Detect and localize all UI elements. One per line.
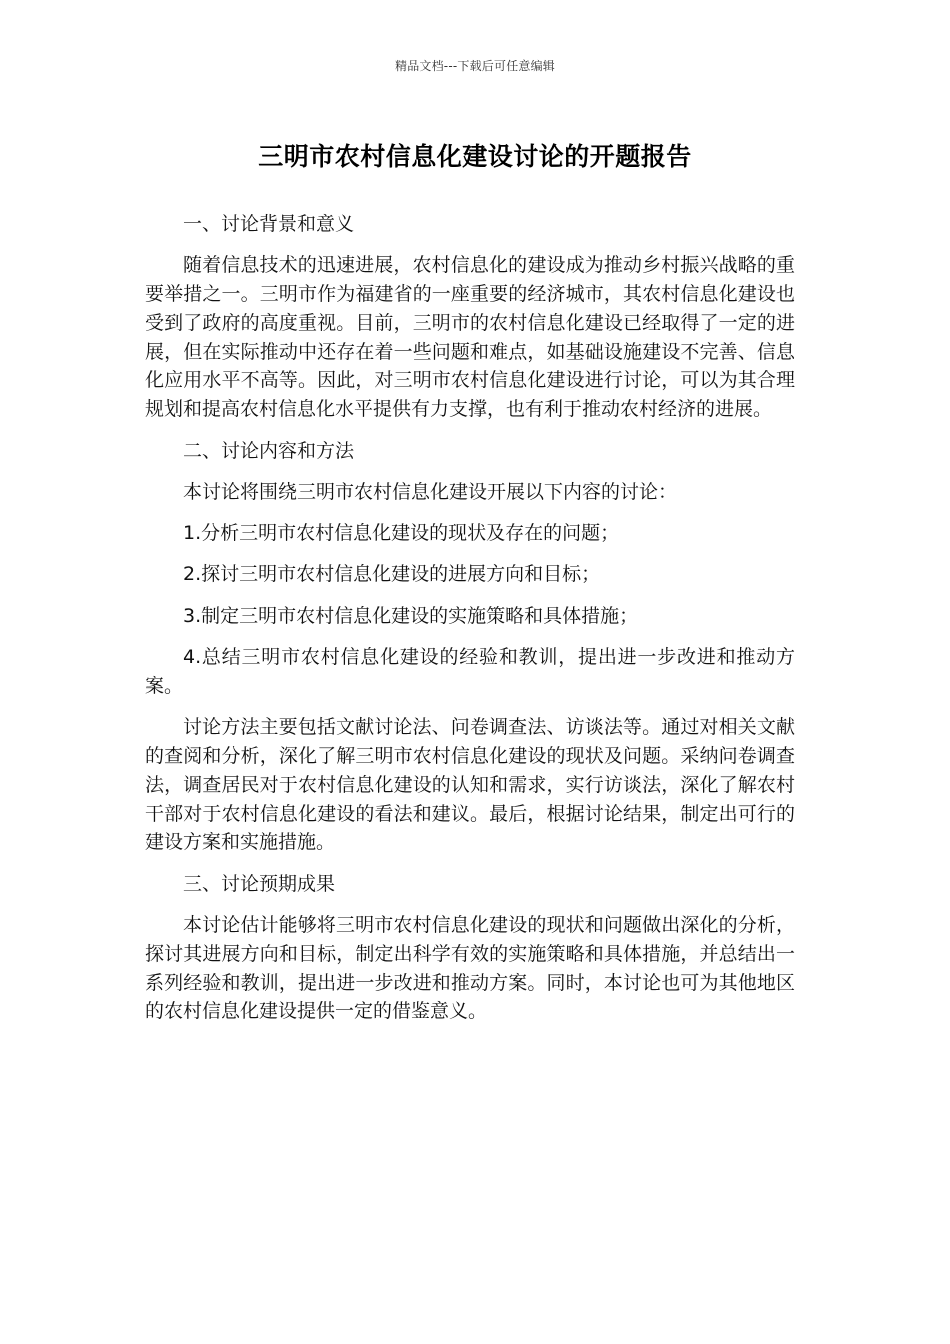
document-body [145,210,795,1039]
content-list-item: 2.探讨三明市农村信息化建设的进展方向和目标； [183,563,601,586]
background-paragraph: 随着信息技术的迅速进展，农村信息化的建设成为推动乡村振兴战略的重要举措之一。三明市作为福建省的一座重要的经济城市，其农村信息化建设也受到了政府的高度重视。目前，三明市的农村信息化建设已经取得了一定的进展，但在实际推动中还存在着一些问题和难点，如基础设施建设不完善、信息化应用水平不高等。因此，对三明市农村信息化建设进行讨论，可以为其合理规划和提高农村信息化水平提供有力支撑，也有利于推动农村经济的进展。 [145,254,795,421]
document-title: 三明市农村信息化建设讨论的开题报告 [258,142,692,171]
outcome-paragraph: 本讨论估计能够将三明市农村信息化建设的现状和问题做出深化的分析，探讨其进展方向和目标，制定出科学有效的实施策略和具体措施，并总结出一系列经验和教训，提出进一步改进和推动方案。同时，本讨论也可为其他地区的农村信息化建设提供一定的借鉴意义。 [145,913,795,1023]
content-list-item: 4.总结三明市农村信息化建设的经验和教训，提出进一步改进和推动方案。 [145,646,795,697]
method-paragraph: 讨论方法主要包括文献讨论法、问卷调查法、访谈法等。通过对相关文献的查阅和分析，深化了解三明市农村信息化建设的现状及问题。采纳问卷调查法，调查居民对于农村信息化建设的认知和需求，实行访谈法，深化了解农村干部对于农村信息化建设的看法和建议。最后，根据讨论结果，制定出可行的建设方案和实施措施。 [145,716,795,854]
section-heading-outcome: 三、讨论预期成果 [183,872,336,895]
content-list-item: 1.分析三明市农村信息化建设的现状及存在的问题； [183,522,620,545]
content-list-item: 3.制定三明市农村信息化建设的实施策略和具体措施； [183,604,639,627]
content-intro-paragraph: 本讨论将围绕三明市农村信息化建设开展以下内容的讨论： [183,480,678,503]
section-heading-content: 二、讨论内容和方法 [183,439,355,462]
header-note: 精品文档---下载后可任意编辑 [395,59,555,73]
section-heading-background: 一、讨论背景和意义 [183,213,355,235]
